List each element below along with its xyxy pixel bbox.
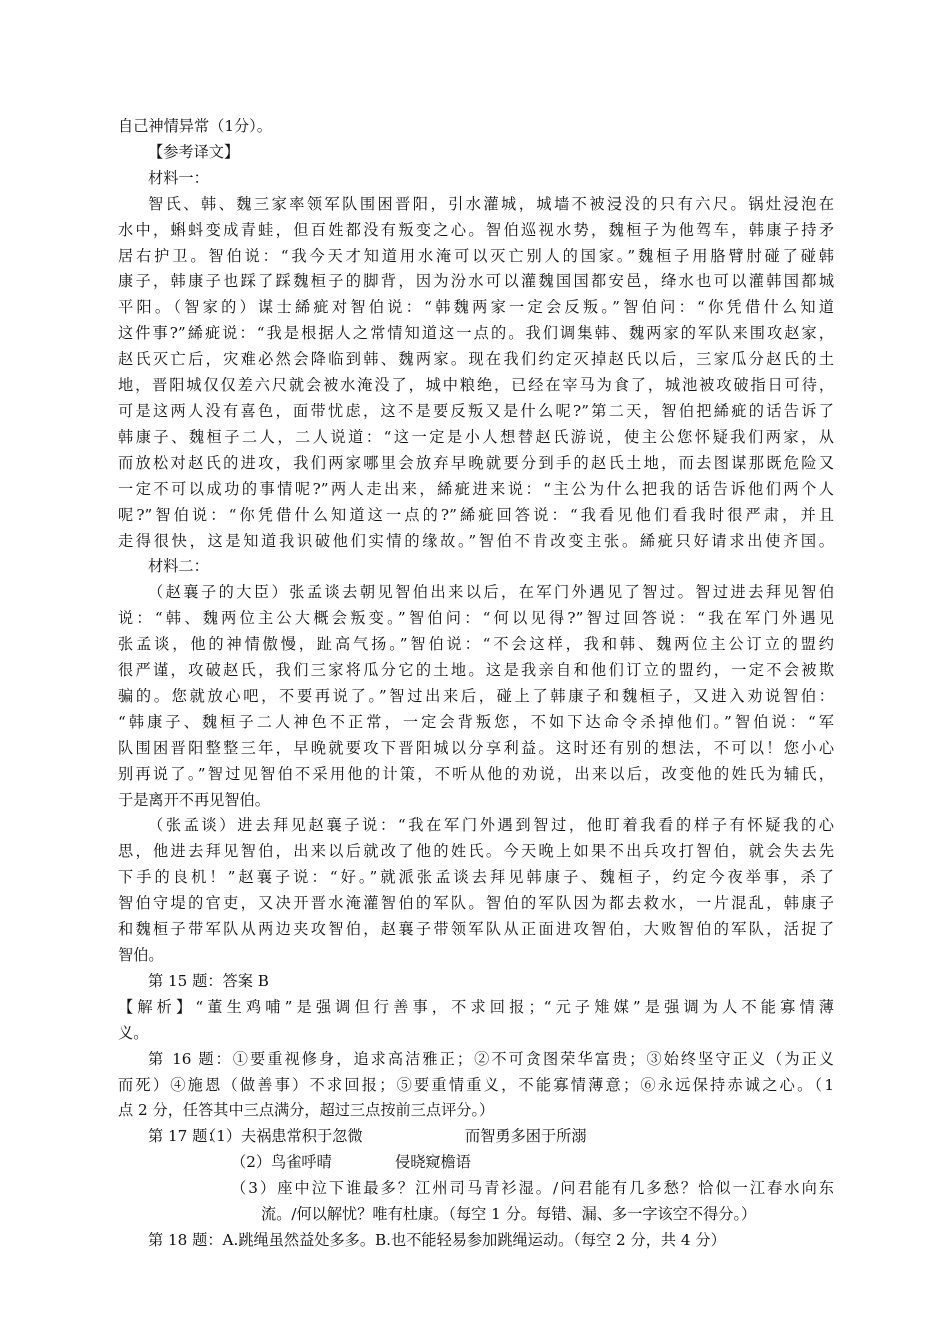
answer-fragment: 自己神情异常（1分）。	[118, 117, 272, 135]
text-line: 流。/何以解忧？唯有杜康。（每空 1 分。每错、漏、多一字该空不得分。）	[261, 1205, 757, 1224]
question-15-analysis	[118, 995, 834, 1047]
q17-item1-first: （1）夫祸患常积于忽微	[201, 1127, 363, 1146]
text-line: 很严谨，攻破赵氏，我们三家将瓜分它的土地。这是我亲自和他们订立的盟约，一定不会被欺	[118, 661, 834, 680]
material-1-label: 材料一：	[148, 168, 209, 187]
text-line: 居右护卫。智伯说：“我今天才知道用水淹可以灭亡别人的国家。”魏桓子用胳臂肘碰了碰韩	[118, 246, 834, 265]
text-line: 思，他进去拜见智伯，出来以后就改了他的姓氏。今天晚上如果不出兵攻打智伯，就会失去先	[118, 842, 834, 861]
text-line	[118, 1150, 834, 1176]
text-line: 队围困晋阳整整三年，早晚就要攻下晋阳城以分享利益。这时还有别的想法，不可以！您小心	[118, 738, 834, 757]
reference-translation-heading: 【参考译文】	[148, 142, 240, 161]
question-16-answer	[118, 1047, 834, 1125]
document-page	[118, 114, 834, 1254]
question-17-label: 第 17 题：	[148, 1127, 223, 1146]
text-line: 赵氏灭亡后，灾难必然会降临到韩、魏两家。现在我们约定灭掉赵氏以后，三家瓜分赵氏的土	[118, 350, 834, 369]
text-line: 而死）④施恩（做善事）不求回报；⑤要重情重义，不能寡情薄意；⑥永远保持赤诚之心。（1	[118, 1075, 834, 1094]
question-18-answer: 第 18 题：A.跳绳虽然益处多多。B.也不能轻易参加跳绳运动。（每空 2 分，共 4 分）	[148, 1230, 726, 1249]
q17-item1-second: 而智勇多困于所溺	[465, 1127, 587, 1146]
text-line: 智氏、韩、魏三家率领军队围困晋阳，引水灌城，城墙不被浸没的只有六尺。锅灶浸泡在	[148, 194, 834, 213]
text-line: 这件事?”絺疵说：“我是根据人之常情知道这一点的。我们调集韩、魏两家的军队来围攻赵家，	[118, 324, 834, 343]
text-line: 说：“韩、魏两位主公大概会叛变。”智伯问：“何以见得?”智过回答说：“我在军门外遇见	[118, 609, 834, 628]
text-line: “韩康子、魏桓子二人神色不正常，一定会背叛您，不如下达命令杀掉他们。”智伯说：“军	[118, 712, 834, 731]
text-line: 韩康子、魏桓子二人，二人说道：“这一定是小人想替赵氏游说，使主公您怀疑我们两家，从	[118, 427, 834, 446]
text-line: 第 16 题：①要重视修身，追求高洁雅正；②不可贪图荣华富贵；③始终坚守正义（为正义	[148, 1049, 834, 1068]
text-line: （赵襄子的大臣）张孟谈去朝见智伯出来以后，在军门外遇见了智过。智过进去拜见智伯	[148, 583, 834, 602]
text-line: 一定不可以成功的事情呢?”两人走出来，絺疵进来说：“主公为什么把我的话告诉他们两个人	[118, 479, 834, 498]
material-2-paragraph-2	[118, 813, 834, 968]
text-line: 义。	[118, 1023, 149, 1042]
text-line: （张孟谈）进去拜见赵襄子说：“我在军门外遇到智过，他盯着我看的样子有怀疑我的心	[148, 816, 834, 835]
text-line: 智伯。	[118, 946, 164, 964]
text-line: （3）座中泣下谁最多？江州司马青衫湿。/问君能有几多愁？恰似一江春水向东	[231, 1179, 834, 1198]
text-line: 点 2 分，任答其中三点满分，超过三点按前三点评分。）	[118, 1101, 495, 1120]
text-line: 张孟谈，他的神情傲慢，趾高气扬。”智伯说：“不会这样，我和韩、魏两位主公订立的盟约	[118, 635, 834, 654]
q17-item2-first: （2）鸟雀呼晴	[231, 1153, 332, 1172]
text-line: 而放松对赵氏的进攻，我们两家哪里会放弃早晚就要分到手的赵氏土地，而去图谋那既危险又	[118, 453, 834, 472]
text-line: 下手的良机！”赵襄子说：“好。”就派张孟谈去拜见韩康子、魏桓子，约定今夜举事，杀了	[118, 868, 834, 887]
text-line: 别再说了。”智过见智伯不采用他的计策，不听从他的劝说，出来以后，改变他的姓氏为辅氏，	[118, 764, 834, 783]
question-15-answer: 第 15 题：答案 B	[148, 971, 269, 990]
text-line: 【解析】“董生鸡哺”是强调但行善事，不求回报；“元子雉媒”是强调为人不能寡情薄	[118, 997, 834, 1016]
text-line: 智伯守堤的官吏，又决开晋水淹灌智伯的军队。智伯的军队因为都去救水，一片混乱，韩康子	[118, 894, 834, 913]
text-line: 骗的。您就放心吧，不要再说了。”智过出来后，碰上了韩康子和魏桓子，又进入劝说智伯：	[118, 686, 834, 705]
text-line: 呢?”智伯说：“你凭借什么知道这一点的?”絺疵回答说：“我看见他们看我时很严肃，并且	[118, 505, 834, 524]
text-line: 平阳。（智家的）谋士絺疵对智伯说：“韩魏两家一定会反叛。”智伯问：“你凭借什么知道	[118, 298, 834, 317]
text-line: 水中，蝌蚪变成青蛙，但百姓都没有叛变之心。智伯巡视水势，魏桓子为他驾车，韩康子持矛	[118, 220, 834, 239]
text-line: 地，晋阳城仅仅差六尺就会被水淹没了，城中粮绝，已经在宰马为食了，城池被攻破指日可待，	[118, 376, 834, 395]
material-1-text	[118, 192, 834, 555]
text-line: 走得很快，这是知道我识破他们实情的缘故。”智伯不肯改变主张。絺疵只好请求出使齐国。	[118, 531, 834, 550]
material-2-label: 材料二：	[148, 557, 209, 576]
q17-item2-second: 侵晓窥檐语	[395, 1153, 471, 1172]
text-line	[118, 1124, 834, 1150]
text-line: 康子，韩康子也踩了踩魏桓子的脚背，因为汾水可以灌魏国国都安邑，绛水也可以灌韩国都城	[118, 272, 834, 291]
question-17-answer	[118, 1124, 834, 1228]
text-line: 可是这两人没有喜色，面带忧虑，这不是要反叛又是什么呢?”第二天，智伯把絺疵的话告诉了	[118, 401, 834, 420]
text-line: 和魏桓子带军队从两边夹攻智伯，赵襄子带领军队从正面进攻智伯，大败智伯的军队，活捉了	[118, 920, 834, 939]
text-line: 于是离开不再见智伯。	[118, 790, 270, 809]
material-2-paragraph-1	[118, 580, 834, 813]
